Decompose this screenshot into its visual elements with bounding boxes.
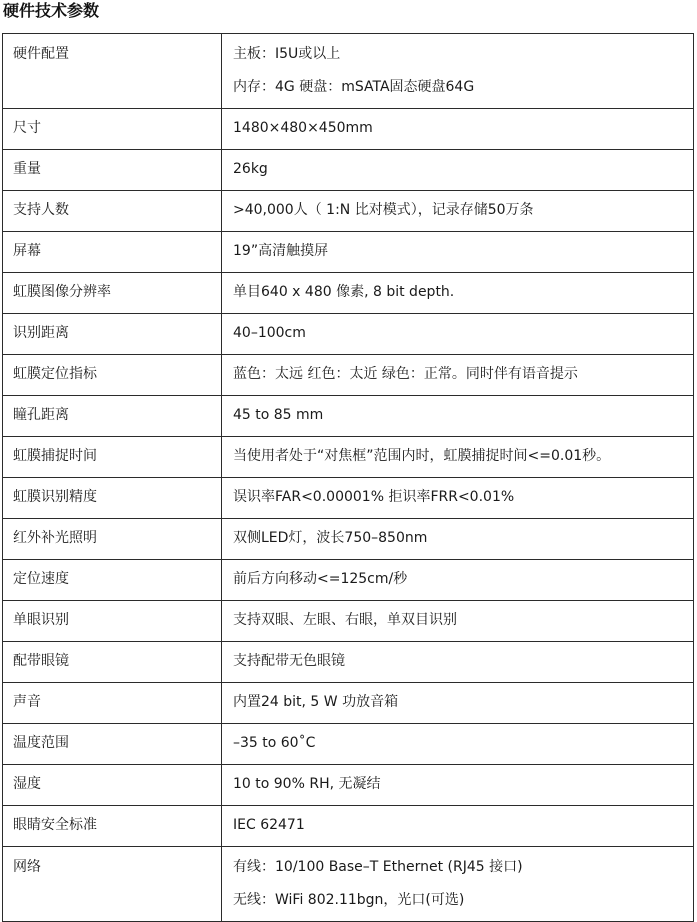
spec-value: 当使用者处于“对焦框”范围内时，虹膜捕捉时间<=0.01秒。 [233,448,611,464]
spec-label: 声音 [13,694,41,710]
spec-value-cell [222,150,694,191]
spec-value: 前后方向移动<=125cm/秒 [233,571,408,587]
spec-value-cell [222,437,694,478]
spec-value-cell [222,34,694,109]
spec-label-cell [3,396,222,437]
table-row [3,355,694,396]
spec-label: 重量 [13,161,41,177]
spec-label-cell [3,191,222,232]
table-row [3,806,694,847]
table-row [3,34,694,109]
spec-value-cell [222,191,694,232]
spec-label: 温度范围 [13,735,69,751]
spec-label: 虹膜捕捉时间 [13,448,97,464]
table-row [3,396,694,437]
spec-value: 40–100cm [233,325,306,341]
spec-label-cell [3,806,222,847]
spec-value-cell [222,683,694,724]
table-row [3,560,694,601]
spec-value: 内存：4G 硬盘：mSATA固态硬盘64G [233,79,475,95]
spec-label: 眼睛安全标准 [13,817,97,833]
spec-label-cell [3,355,222,396]
spec-value: 双侧LED灯，波长750–850nm [233,530,428,546]
spec-table [2,33,694,922]
spec-value-cell [222,724,694,765]
spec-label: 网络 [13,859,41,875]
table-row [3,150,694,191]
spec-label-cell [3,437,222,478]
table-row [3,191,694,232]
spec-value-cell [222,232,694,273]
spec-value: 蓝色：太远 红色：太近 绿色：正常。同时伴有语音提示 [233,366,578,382]
spec-label: 红外补光照明 [13,530,97,546]
spec-label: 虹膜识别精度 [13,489,97,505]
spec-label: 尺寸 [13,120,41,136]
spec-label-cell [3,273,222,314]
spec-value: 19”高清触摸屏 [233,243,329,259]
spec-value: 45 to 85 mm [233,407,324,423]
spec-value: >40,000人（ 1:N 比对模式），记录存储50万条 [233,202,534,218]
table-row [3,724,694,765]
table-row [3,437,694,478]
spec-value-cell [222,396,694,437]
spec-value: 误识率FAR<0.00001% 拒识率FRR<0.01% [233,489,515,505]
spec-value: 支持配带无色眼镜 [233,653,345,669]
table-row [3,478,694,519]
spec-value: 主板：I5U或以上 [233,46,341,62]
spec-label: 硬件配置 [13,46,69,62]
table-row [3,642,694,683]
spec-value: 无线：WiFi 802.11bgn，光口(可选) [233,892,465,908]
spec-label-cell [3,314,222,355]
spec-value: IEC 62471 [233,817,305,833]
spec-label: 定位速度 [13,571,69,587]
spec-label: 虹膜图像分辨率 [13,284,111,300]
spec-value-cell [222,519,694,560]
table-row [3,601,694,642]
spec-value: 内置24 bit, 5 W 功放音箱 [233,694,399,710]
table-row [3,109,694,150]
spec-value: 1480×480×450mm [233,120,373,136]
spec-value: 支持双眼、左眼、右眼，单双目识别 [233,612,457,628]
spec-label-cell [3,724,222,765]
spec-value-cell [222,478,694,519]
spec-value-cell [222,109,694,150]
spec-value-cell [222,601,694,642]
spec-label: 屏幕 [13,243,41,259]
spec-label: 单眼识别 [13,612,69,628]
spec-label-cell [3,847,222,922]
spec-label-cell [3,765,222,806]
spec-value: 单目640 x 480 像素, 8 bit depth. [233,284,455,300]
spec-label-cell [3,34,222,109]
spec-value: 有线：10/100 Base–T Ethernet (RJ45 接口) [233,859,523,875]
spec-label-cell [3,478,222,519]
spec-value: 10 to 90% RH, 无凝结 [233,776,381,792]
spec-value-cell [222,314,694,355]
spec-value: –35 to 60˚C [233,735,316,751]
spec-label: 配带眼镜 [13,653,69,669]
spec-label-cell [3,642,222,683]
spec-label-cell [3,601,222,642]
spec-label: 湿度 [13,776,41,792]
spec-label-cell [3,560,222,601]
spec-value-cell [222,806,694,847]
spec-value-cell [222,355,694,396]
table-row [3,847,694,922]
spec-value-cell [222,273,694,314]
spec-label: 支持人数 [13,202,69,218]
spec-value-cell [222,642,694,683]
spec-label-cell [3,683,222,724]
spec-value: 26kg [233,161,268,177]
table-row [3,683,694,724]
table-row [3,314,694,355]
spec-value-cell [222,560,694,601]
table-row [3,765,694,806]
spec-label-cell [3,109,222,150]
spec-value-cell [222,765,694,806]
spec-value-cell [222,847,694,922]
table-row [3,273,694,314]
spec-label-cell [3,519,222,560]
page-title: 硬件技术参数 [3,1,100,20]
spec-label: 虹膜定位指标 [13,366,97,382]
spec-label-cell [3,232,222,273]
spec-label: 瞳孔距离 [13,407,69,423]
table-row [3,519,694,560]
spec-label-cell [3,150,222,191]
spec-label: 识别距离 [13,325,69,341]
table-row [3,232,694,273]
spec-table-body [3,34,694,922]
